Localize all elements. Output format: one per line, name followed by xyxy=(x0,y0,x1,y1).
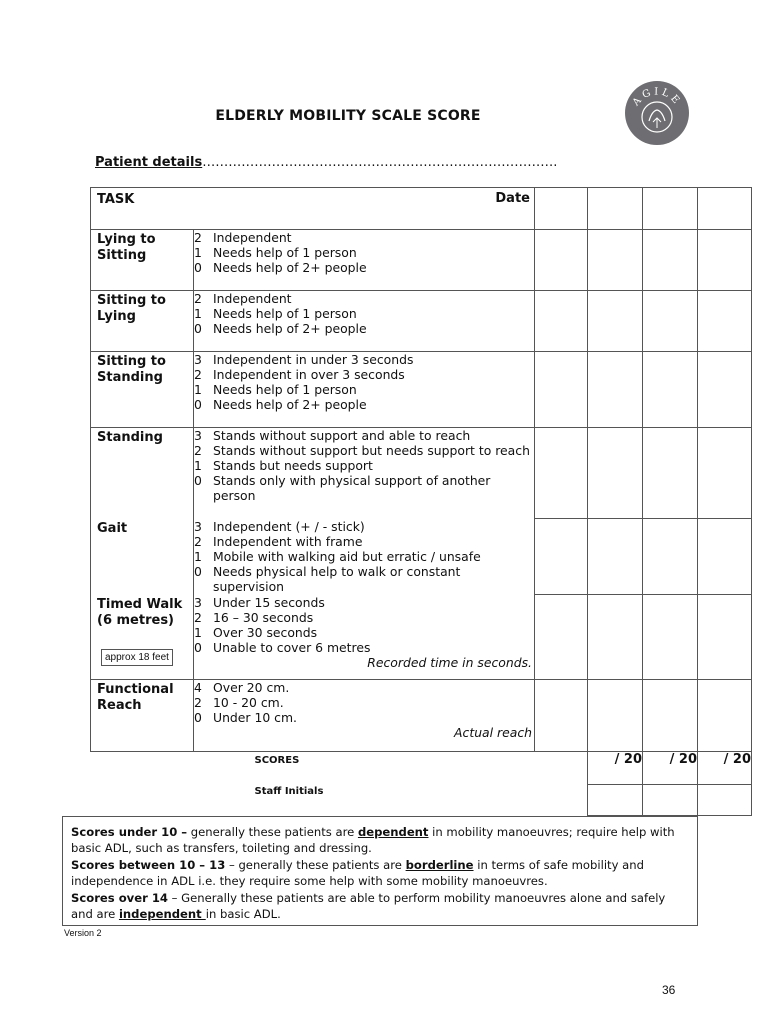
score-cell[interactable] xyxy=(535,595,588,680)
score-cell[interactable] xyxy=(643,595,698,680)
score-cell[interactable] xyxy=(588,352,643,428)
table-row: Sitting to Standing 3 Independent in under 3 seconds 2 Independent in over 3 seconds 1 Needs help of 1 person 0 Needs help of 2+ people xyxy=(91,352,752,428)
score-cell[interactable] xyxy=(643,519,698,595)
logo-text: AGILE xyxy=(630,86,684,109)
table-row: Timed Walk (6 metres) approx 18 feet 3 Under 15 seconds 2 16 – 30 seconds 1 Over 30 seconds 0 Unable to cover 6 metres Recorded time in seconds. xyxy=(91,595,752,680)
patient-details-dots: ………………………………………………………………………. xyxy=(202,155,558,170)
initials-cell[interactable] xyxy=(588,785,643,816)
date-cell[interactable] xyxy=(535,188,588,230)
version-label: Version 2 xyxy=(64,928,102,938)
agile-logo xyxy=(624,80,690,146)
task-name: Functional Reach xyxy=(97,682,174,713)
score-cell[interactable] xyxy=(535,680,588,752)
score-cell[interactable] xyxy=(698,519,752,595)
task-name: Lying to Sitting xyxy=(97,232,156,263)
score-cell[interactable] xyxy=(535,230,588,291)
score-cell[interactable] xyxy=(588,291,643,352)
score-cell[interactable] xyxy=(643,230,698,291)
note-under-10: Scores under 10 – generally these patients are dependent in mobility manoeuvres; require help with basic ADL, such as transfers, toileting and dressing. xyxy=(71,825,675,856)
note-over-14: Scores over 14 – Generally these patients are able to perform mobility manoeuvres alone and safely and are independent in basic ADL. xyxy=(71,890,666,922)
staff-initials-label: Staff Initials xyxy=(254,785,324,797)
score-cell[interactable] xyxy=(535,291,588,352)
mobility-score-table xyxy=(90,187,752,816)
score-cell[interactable] xyxy=(698,680,752,752)
total-score-2[interactable]: / 20 xyxy=(643,752,698,785)
score-cell[interactable] xyxy=(588,519,643,595)
date-cell[interactable] xyxy=(588,188,643,230)
score-cell[interactable] xyxy=(643,352,698,428)
initials-cell[interactable] xyxy=(643,785,698,816)
total-score-1[interactable]: / 20 xyxy=(588,752,643,785)
page-title: ELDERLY MOBILITY SCALE SCORE xyxy=(215,108,481,124)
score-cell[interactable] xyxy=(698,291,752,352)
score-cell[interactable] xyxy=(698,352,752,428)
scores-label: SCORES xyxy=(254,755,300,766)
initials-cell[interactable] xyxy=(698,785,752,816)
date-cell[interactable] xyxy=(698,188,752,230)
score-cell[interactable] xyxy=(588,428,643,519)
score-cell[interactable] xyxy=(588,595,643,680)
score-cell[interactable] xyxy=(535,519,588,595)
total-score-3[interactable]: / 20 xyxy=(698,752,752,785)
patient-details-label: Patient details xyxy=(95,155,203,170)
score-cell[interactable] xyxy=(535,428,588,519)
note-between-10-13: Scores between 10 – 13 – generally these patients are borderline in terms of safe mobility and independence in ADL i.e. they require some help with some mobility manoeuvres. xyxy=(71,857,644,889)
score-cell[interactable] xyxy=(643,680,698,752)
table-row: Standing 3 Stands without support and able to reach 2 Stands without support but needs support to reach 1 Stands but needs support 0 Stands only with physical support of another person xyxy=(91,428,752,519)
task-name: Sitting to Standing xyxy=(97,354,166,385)
score-cell[interactable] xyxy=(588,680,643,752)
date-cell[interactable] xyxy=(643,188,698,230)
date-header: Date xyxy=(495,191,530,206)
scores-row xyxy=(91,752,752,785)
score-cell[interactable] xyxy=(535,352,588,428)
patient-details[interactable] xyxy=(95,155,557,170)
actual-reach-label: Actual reach xyxy=(454,725,532,740)
task-name: Standing xyxy=(97,430,163,445)
score-cell[interactable] xyxy=(698,230,752,291)
score-cell[interactable] xyxy=(588,230,643,291)
approx-note: approx 18 feet xyxy=(101,649,173,666)
task-name: Sitting to Lying xyxy=(97,293,166,324)
score-cell[interactable] xyxy=(643,291,698,352)
page-number: 36 xyxy=(662,983,676,997)
score-cell[interactable] xyxy=(698,428,752,519)
staff-initials-row xyxy=(91,785,752,816)
task-name: Timed Walk (6 metres) xyxy=(97,596,183,628)
score-cell[interactable] xyxy=(643,428,698,519)
table-row: Functional Reach 4 Over 20 cm. 2 10 - 20 cm. 0 Under 10 cm. Actual reach xyxy=(91,680,752,752)
score-cell[interactable] xyxy=(698,595,752,680)
table-row: Gait 3 Independent (+ / - stick) 2 Independent with frame 1 Mobile with walking aid but erratic / unsafe 0 Needs physical help to walk or constant supervision xyxy=(91,519,752,595)
task-header: TASK xyxy=(97,192,135,207)
header-cell xyxy=(91,188,535,230)
table-row: Lying to Sitting 2 Independent 1 Needs help of 1 person 0 Needs help of 2+ people xyxy=(91,230,752,291)
table-row: Sitting to Lying 2 Independent 1 Needs help of 1 person 0 Needs help of 2+ people xyxy=(91,291,752,352)
score-interpretation-box xyxy=(62,816,698,926)
recorded-time-label: Recorded time in seconds. xyxy=(367,654,532,670)
task-name: Gait xyxy=(97,520,128,536)
